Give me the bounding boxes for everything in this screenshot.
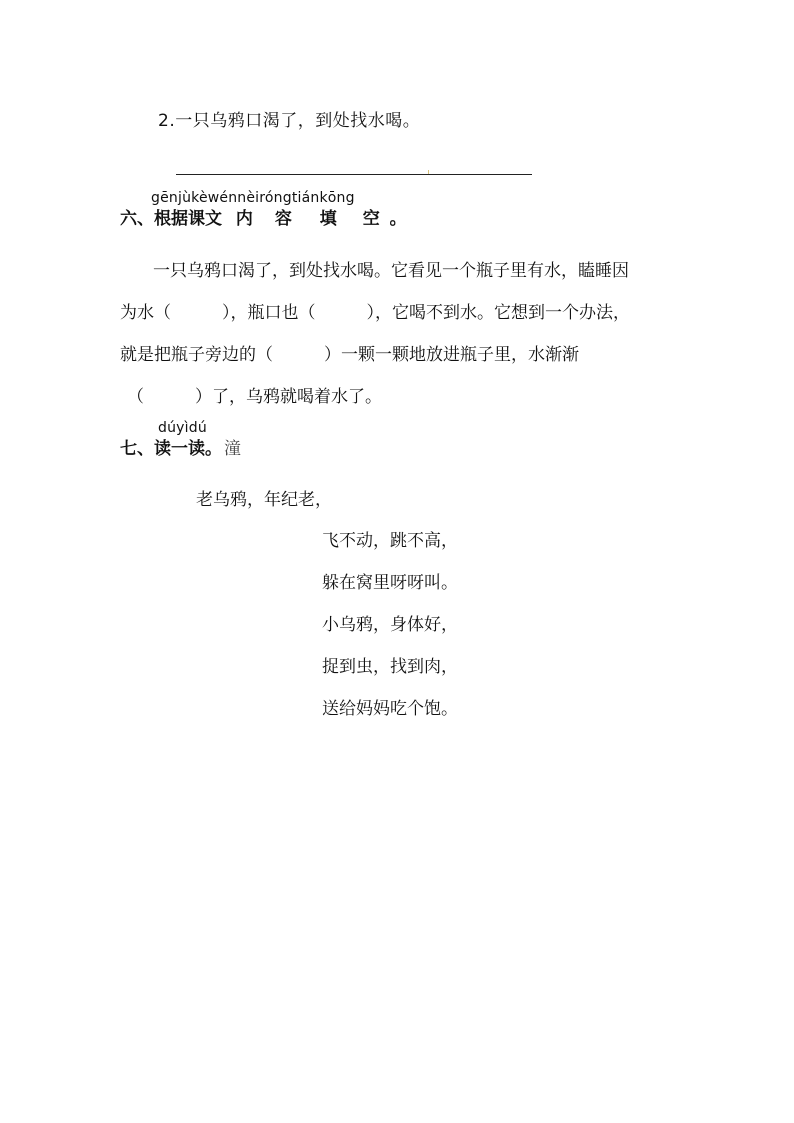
section-7-pinyin: dúyìdú <box>158 420 207 436</box>
section-7-heading <box>120 434 241 459</box>
answer-line-mark <box>428 170 429 174</box>
poem-line-1: 老乌鸦，年纪老， <box>196 490 332 510</box>
poem-line-2: 飞不动，跳不高， <box>322 531 458 551</box>
passage-line-3: 就是把瓶子旁边的（ ）一颗一颗地放进瓶子里，水渐渐 <box>120 345 579 365</box>
section-6-heading-part-e: 空 <box>362 209 380 229</box>
section-6-heading-part-c: 容 <box>274 209 292 229</box>
poem-line-6: 送给妈妈吃个饱。 <box>322 699 458 719</box>
section-6-pinyin: gēnjùkèwénnèiróngtiánkōng <box>151 190 355 206</box>
passage-line-1: 一只乌鸦口渴了，到处找水喝。它看见一个瓶子里有水，瞌睡因 <box>153 261 629 281</box>
answer-line <box>176 174 532 175</box>
section-6-heading-part-d: 填 <box>319 209 337 229</box>
passage-line-2: 为水（ ），瓶口也（ ），它喝不到水。它想到一个办法， <box>120 303 630 323</box>
passage-line-4: （ ）了，乌鸦就喝着水了。 <box>127 387 382 407</box>
section-6-heading-part-b: 内 <box>235 209 253 229</box>
question-2-text: 2.一只乌鸦口渴了，到处找水喝。 <box>158 111 421 131</box>
section-6-heading-part-f: 。 <box>389 209 407 229</box>
poem-line-3: 躲在窝里呀呀叫。 <box>322 573 458 593</box>
section-7-extra-char: 潼 <box>224 439 241 459</box>
section-7-heading-text: 七、读一读。 <box>120 439 222 459</box>
poem-line-4: 小乌鸦，身体好， <box>322 615 458 635</box>
poem-line-5: 捉到虫，找到肉， <box>322 657 458 677</box>
section-6-heading-part-a: 六、根据课文 <box>120 209 222 229</box>
section-6-heading <box>120 204 407 229</box>
